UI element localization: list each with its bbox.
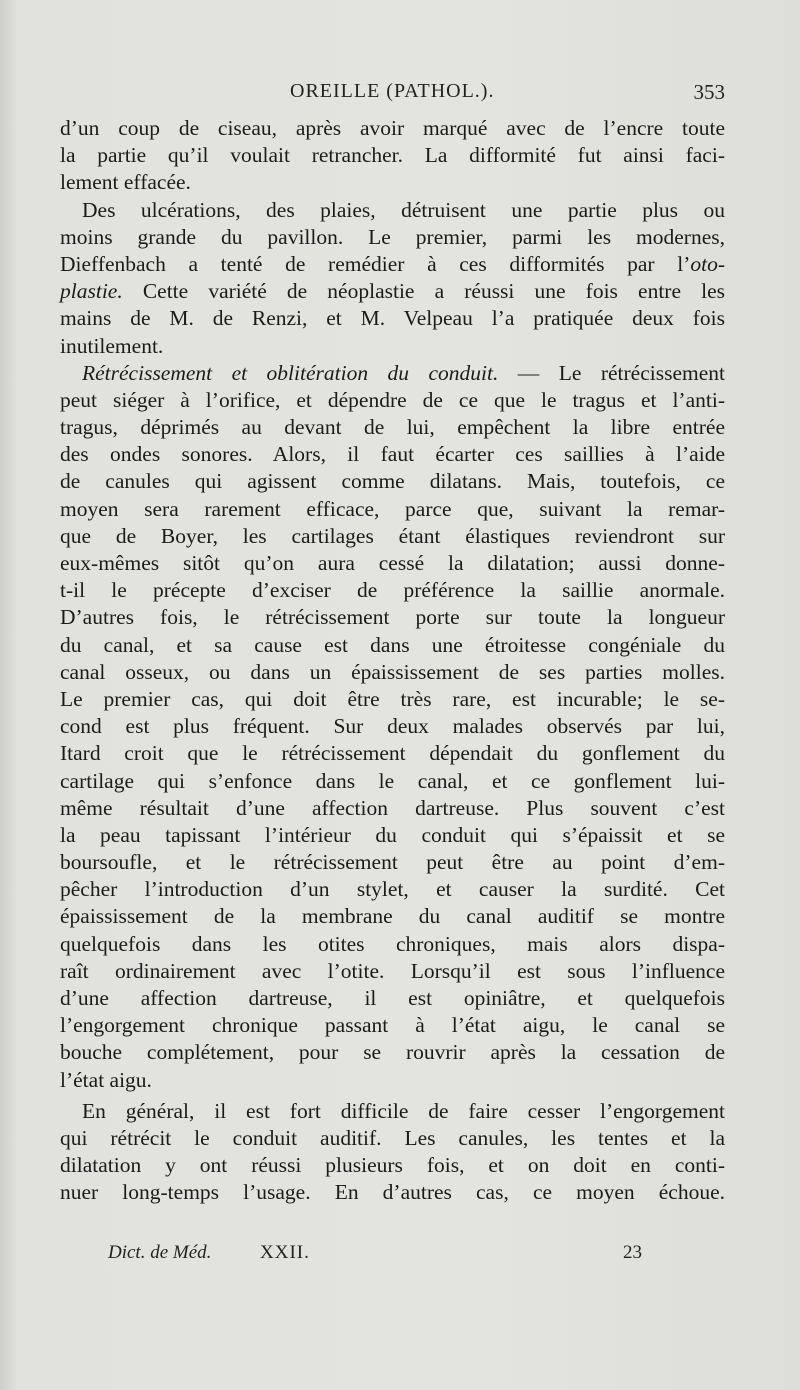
text-line: lement effacée. [60, 170, 191, 195]
text-line: moins grande du pavillon. Le premier, parmi les modernes, [60, 224, 725, 249]
text-line: la partie qu’il voulait retrancher. La difformité fut ainsi faci- [60, 143, 725, 168]
text-line: bouche complétement, pour se rouvrir après la cessation de [60, 1040, 725, 1065]
text-line: d’une affection dartreuse, il est opiniâtre, et quelquefois [60, 986, 725, 1010]
signature-volume: XXII. [260, 1242, 310, 1263]
text-run: — Le rétrécissement [498, 360, 725, 385]
text-line: pêcher l’introduction d’un stylet, et causer la surdité. Cet [60, 877, 725, 902]
text-line: la peau tapissant l’intérieur du conduit qui s’épaissit et se [60, 822, 725, 847]
page-number: 353 [693, 80, 725, 104]
page-header [60, 80, 725, 110]
text-line [60, 360, 725, 387]
text-line: eux-mêmes sitôt qu’on aura cessé la dilatation; aussi donne- [60, 551, 725, 575]
text-line [60, 278, 725, 305]
text-line: t-il le précepte d’exciser de préférence la saillie anormale. [60, 578, 725, 603]
signature-number: 23 [623, 1242, 642, 1263]
section-heading: Rétrécissement et oblitération du conduit. [82, 360, 499, 385]
text-line: que de Boyer, les cartilages étant élastiques reviendront sur [60, 523, 725, 548]
text-line: qui rétrécit le conduit auditif. Les canules, les tentes et la [60, 1125, 725, 1150]
text-line: mains de M. de Renzi, et M. Velpeau l’a pratiquée deux fois [60, 306, 725, 331]
text-line: tragus, déprimés au devant de lui, empêchent la libre entrée [60, 415, 725, 440]
text-line: Itard croit que le rétrécissement dépendait du gonflement du [60, 741, 725, 766]
text-line: D’autres fois, le rétrécissement porte sur toute la longueur [60, 605, 725, 630]
text-line: boursoufle, et le rétrécissement peut être au point d’em- [60, 850, 725, 875]
italic-term: plastie. [60, 279, 123, 304]
running-head: OREILLE (PATHOL.). [290, 80, 495, 102]
text-line: nuer long-temps l’usage. En d’autres cas, ce moyen échoue. [60, 1180, 725, 1205]
italic-term: oto- [690, 251, 725, 276]
text-line: inutilement. [60, 333, 164, 358]
text-line: épaississement de la membrane du canal auditif se montre [60, 904, 725, 929]
text-line: du canal, et sa cause est dans une étroitesse congéniale du [60, 632, 725, 657]
text-line: Des ulcérations, des plaies, détruisent une partie plus ou [82, 197, 725, 222]
text-line: peut siéger à l’orifice, et dépendre de ce que le tragus et l’anti- [60, 387, 725, 412]
text-line: cartilage qui s’enfonce dans le canal, et ce gonflement lui- [60, 768, 725, 793]
text-line: l’état aigu. [60, 1067, 152, 1092]
text-line: dilatation y ont réussi plusieurs fois, et on doit en conti- [60, 1153, 725, 1178]
text-run: Dieffenbach a tenté de remédier à ces difformités par l’ [60, 251, 691, 276]
text-line: quelquefois dans les otites chroniques, mais alors dispa- [60, 931, 725, 956]
text-line: de canules qui agissent comme dilatans. Mais, toutefois, ce [60, 469, 725, 494]
signature-title: Dict. de Méd. [108, 1242, 212, 1263]
text-line: Le premier cas, qui doit être très rare, est incurable; le se- [60, 686, 725, 711]
text-line: cond est plus fréquent. Sur deux malades observés par lui, [60, 714, 725, 739]
body-text [60, 115, 725, 1207]
page-footer [60, 1242, 725, 1272]
text-line: moyen sera rarement efficace, parce que, suivant la remar- [60, 496, 725, 521]
text-line [60, 251, 725, 278]
text-line: même résultait d’une affection dartreuse. Plus souvent c’est [60, 795, 725, 820]
text-line: raît ordinairement avec l’otite. Lorsqu’il est sous l’influence [60, 958, 725, 983]
text-line: canal osseux, ou dans un épaississement de ses parties molles. [60, 659, 725, 684]
text-line: l’engorgement chronique passant à l’état aigu, le canal se [60, 1013, 725, 1038]
text-line: des ondes sonores. Alors, il faut écarter ces saillies à l’aide [60, 442, 725, 467]
text-line: En général, il est fort difficile de faire cesser l’engorgement [82, 1098, 725, 1123]
text-line: d’un coup de ciseau, après avoir marqué avec de l’encre toute [60, 116, 725, 140]
text-run: Cette variété de néoplastie a réussi une fois entre les [122, 279, 725, 304]
